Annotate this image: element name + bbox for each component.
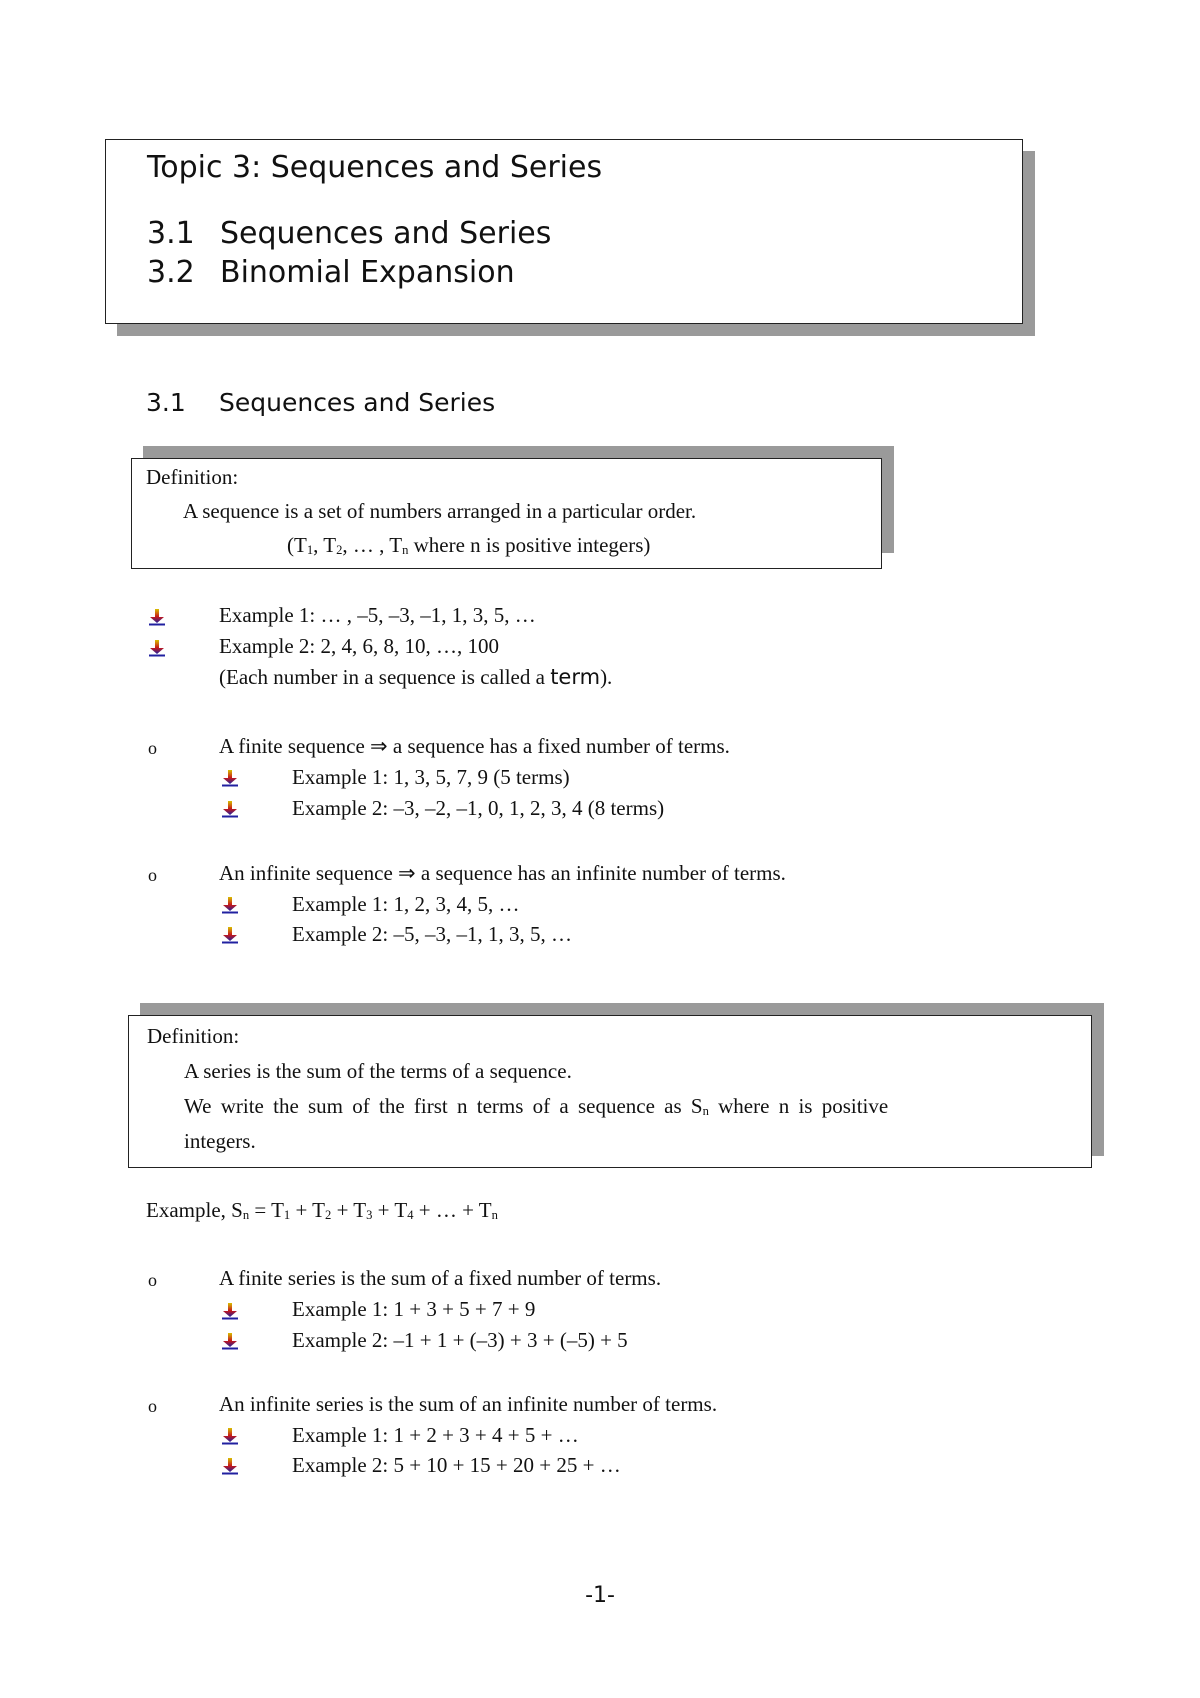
definition-box-series [128, 1015, 1092, 1168]
arrow-bullet-icon [221, 1457, 239, 1475]
toc-item-label: Binomial Expansion [220, 255, 515, 290]
arrow-bullet-icon [148, 608, 166, 626]
definition-heading: Definition: [146, 465, 239, 489]
arrow-bullet-icon [221, 769, 239, 787]
circle-bullet: o [148, 738, 157, 758]
series-example: Example, $S_n = T_1 + T_2 + T_3 + T_4$ + … + $T_n$ [146, 1198, 498, 1222]
finite-sequence-text: A finite sequence ⇒ a sequence has a fixed number of terms. [219, 734, 730, 758]
section-number: 3.1 [146, 388, 186, 417]
definition-box-sequence [131, 458, 882, 569]
finite-sequence-example-1: Example 1: 1, 3, 5, 7, 9 (5 terms) [292, 765, 570, 789]
toc-item-number: 3.2 [147, 255, 195, 290]
arrow-bullet-icon [221, 926, 239, 944]
page-number: -1- [585, 1583, 615, 1608]
sequence-example-1: Example 1: … , –5, –3, –1, 1, 3, 5, … [219, 603, 536, 627]
definition-text-continued: integers. [184, 1129, 256, 1153]
finite-sequence-example-2: Example 2: –3, –2, –1, 0, 1, 2, 3, 4 (8 terms) [292, 796, 665, 820]
arrow-bullet-icon [221, 1332, 239, 1350]
arrow-bullet-icon [221, 800, 239, 818]
arrow-bullet-icon [221, 1427, 239, 1445]
toc-item-3-2 [147, 255, 515, 290]
section-label: Sequences and Series [219, 388, 496, 417]
definition-notation: ($T_1$, $T_2$, … , $T_n$ where n is positive integers) [287, 533, 651, 557]
toc-item-number: 3.1 [147, 216, 195, 251]
definition-text: A sequence is a set of numbers arranged in a particular order. [183, 499, 697, 523]
infinite-series-example-1: Example 1: 1 + 2 + 3 + 4 + 5 + … [292, 1423, 579, 1447]
topic-title: Topic 3: Sequences and Series [147, 150, 603, 185]
finite-series-text: A finite series is the sum of a fixed number of terms. [219, 1266, 662, 1290]
finite-series-example-1: Example 1: 1 + 3 + 5 + 7 + 9 [292, 1297, 536, 1321]
infinite-series-text: An infinite series is the sum of an infinite number of terms. [219, 1392, 718, 1416]
arrow-bullet-icon [221, 896, 239, 914]
definition-heading: Definition: [147, 1024, 240, 1048]
infinite-sequence-example-2: Example 2: –5, –3, –1, 1, 3, 5, … [292, 922, 572, 946]
infinite-sequence-example-1: Example 1: 1, 2, 3, 4, 5, … [292, 892, 520, 916]
term-note: (Each number in a sequence is called a term). [219, 665, 613, 689]
toc-item-3-1 [147, 216, 551, 251]
finite-series-example-2: Example 2: –1 + 1 + (–3) + 3 + (–5) + 5 [292, 1328, 628, 1352]
arrow-bullet-icon [148, 639, 166, 657]
circle-bullet: o [148, 865, 157, 885]
definition-text: A series is the sum of the terms of a sequence. [184, 1059, 572, 1083]
definition-sum-notation: We write the sum of the first n terms of a sequence as $S_n$ where n is positive [184, 1094, 889, 1118]
title-box [105, 139, 1023, 324]
toc-item-label: Sequences and Series [220, 216, 552, 251]
infinite-series-example-2: Example 2: 5 + 10 + 15 + 20 + 25 + … [292, 1453, 621, 1477]
sequence-example-2: Example 2: 2, 4, 6, 8, 10, …, 100 [219, 634, 499, 658]
infinite-sequence-text: An infinite sequence ⇒ a sequence has an infinite number of terms. [219, 861, 786, 885]
circle-bullet: o [148, 1270, 157, 1290]
arrow-bullet-icon [221, 1302, 239, 1320]
section-heading [146, 388, 495, 417]
circle-bullet: o [148, 1396, 157, 1416]
